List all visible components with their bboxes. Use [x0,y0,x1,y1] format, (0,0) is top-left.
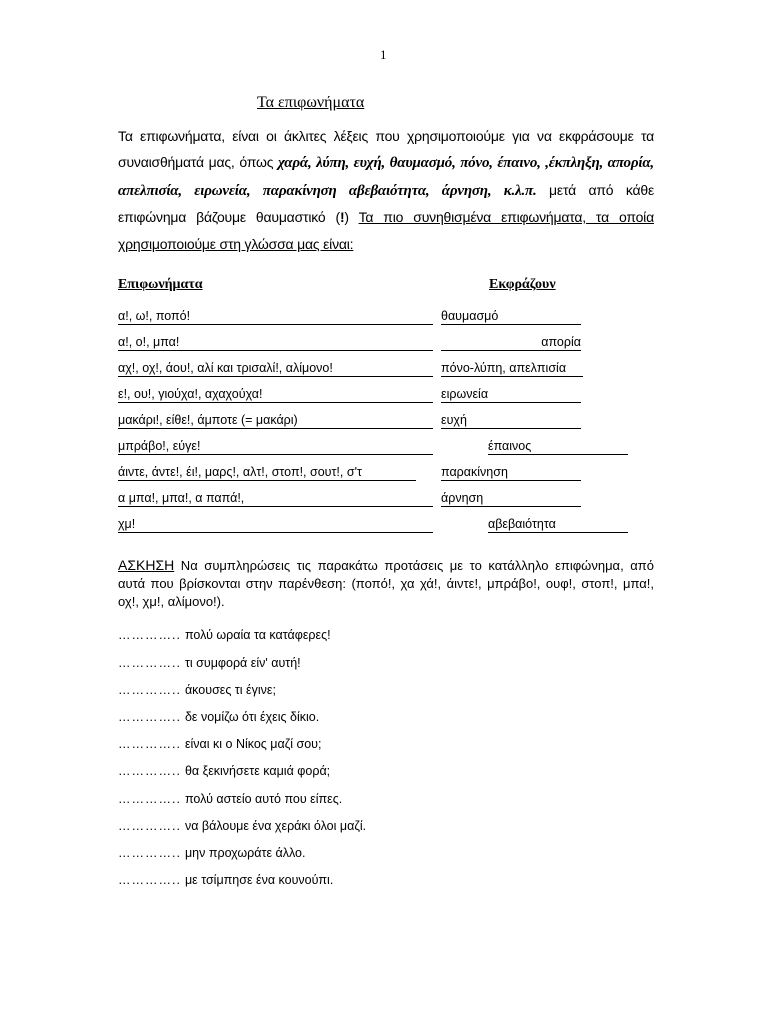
blank-dots: ………….. [118,792,181,806]
interjections-cell: άιντε, άντε!, έι!, μαρς!, αλτ!, στοπ!, σουτ!, σ'τ [118,465,416,481]
expresses-cell: αβεβαιότητα [488,517,628,533]
expresses-cell: απορία [441,335,581,351]
table-row [118,432,638,458]
expresses-cell: ειρωνεία [441,387,581,403]
intro-paragraph [118,123,654,257]
sentence-text: πολύ αστείο αυτό που είπες. [184,792,343,806]
table-row [118,510,638,536]
table-row [118,458,638,484]
table-row [118,484,638,510]
page-title: Τα επιφωνήματα [257,94,365,111]
expresses-cell: άρνηση [441,491,581,507]
exercise-sentence [118,846,305,860]
expresses-cell: παρακίνηση [441,465,581,481]
exercise-sentence [118,873,333,887]
sentence-text: με τσίμπησε ένα κουνούπι. [184,873,334,887]
exercise-sentence [118,656,301,670]
intro-text-1: Τα επιφωνήματα, είναι οι άκλιτες λέξεις που χρησιμοποιούμε για να εκφράσουμε τα συναισθήματά μας, όπως [118,128,654,171]
exercise-sentence [118,683,276,697]
sentence-text: άκουσες τι έγινε; [184,683,276,697]
sentence-text: θα ξεκινήσετε καμιά φορά; [184,764,331,778]
intro-text-2: μετά από κάθε επιφώνημα βάζουμε θαυμαστικό ( [118,181,655,226]
exercise-label: ΑΣΚΗΣΗ [118,557,175,573]
table-header-expresses: Εκφράζουν [489,277,556,292]
exercise-sentence [118,819,366,833]
intro-text-3: ) [344,209,359,226]
table-row [118,302,638,328]
sentence-text: δε νομίζω ότι έχεις δίκιο. [184,710,320,724]
interjections-cell: ε!, ου!, γιούχα!, αχαχούχα! [118,387,433,403]
blank-dots: ………….. [118,628,181,642]
blank-dots: ………….. [118,764,181,778]
interjections-cell: αχ!, οχ!, άου!, αλί και τρισαλί!, αλίμονο! [118,361,433,377]
blank-dots: ………….. [118,873,181,887]
table-row [118,328,638,354]
blank-dots: ………….. [118,846,181,860]
blank-dots: ………….. [118,710,181,724]
sentence-text: να βάλουμε ένα χεράκι όλοι μαζί. [184,819,367,833]
interjections-cell: μπράβο!, εύγε! [118,439,433,455]
interjections-cell: μακάρι!, είθε!, άμποτε (= μακάρι) [118,413,433,429]
expresses-cell: έπαινος [488,439,628,455]
blank-dots: ………….. [118,819,181,833]
interjections-cell: α μπα!, μπα!, α παπά!, [118,491,433,507]
table-row [118,380,638,406]
expresses-cell: πόνο-λύπη, απελπισία [441,361,583,377]
exercise-instructions-text: Να συμπληρώσεις τις παρακάτω προτάσεις με το κατάλληλο επιφώνημα, από αυτά που βρίσκονται στην παρένθεση: (ποπό!, χα χά!, άιντε!, μπράβο!, ουφ!, στοπ!, μπα!, οχ!, χμ!, αλίμονο!). [118,558,654,609]
interjections-cell: α!, ο!, μπα! [118,335,433,351]
sentence-text: είναι κι ο Νίκος μαζί σου; [184,737,322,751]
table-header-interjections: Επιφωνήματα [118,277,203,292]
expresses-cell: θαυμασμό [441,309,581,325]
sentence-text: μην προχωράτε άλλο. [184,846,306,860]
exercise-sentence [118,792,342,806]
blank-dots: ………….. [118,656,181,670]
exercise-sentence [118,764,330,778]
expresses-cell: ευχή [441,413,581,429]
sentence-text: τι συμφορά είν' αυτή! [184,656,301,670]
interjections-cell: χμ! [118,517,433,533]
sentence-text: πολύ ωραία τα κατάφερες! [184,628,331,642]
exercise-sentence [118,628,331,642]
table-row [118,406,638,432]
blank-dots: ………….. [118,737,181,751]
blank-dots: ………….. [118,683,181,697]
intro-emotions: χαρά, λύπη, ευχή, θαυμασμό, πόνο, έπαινο, ,έκπληξη, απορία, απελπισία, ειρωνεία, παρακίνηση αβεβαιότητα, άρνηση, κ.λ.π. [118,155,654,199]
exercise-sentence [118,710,319,724]
exercise-sentence [118,737,321,751]
intro-exclamation-mark: ! [339,209,345,226]
table-row [118,354,638,380]
interjections-cell: α!, ω!, ποπό! [118,309,433,325]
intro-underlined-text: Τα πιο συνηθισμένα επιφωνήματα, τα οποία χρησιμοποιούμε στη γλώσσα μας είναι: [118,209,654,252]
exercise-instructions [118,556,654,611]
page-number: 1 [380,47,387,62]
